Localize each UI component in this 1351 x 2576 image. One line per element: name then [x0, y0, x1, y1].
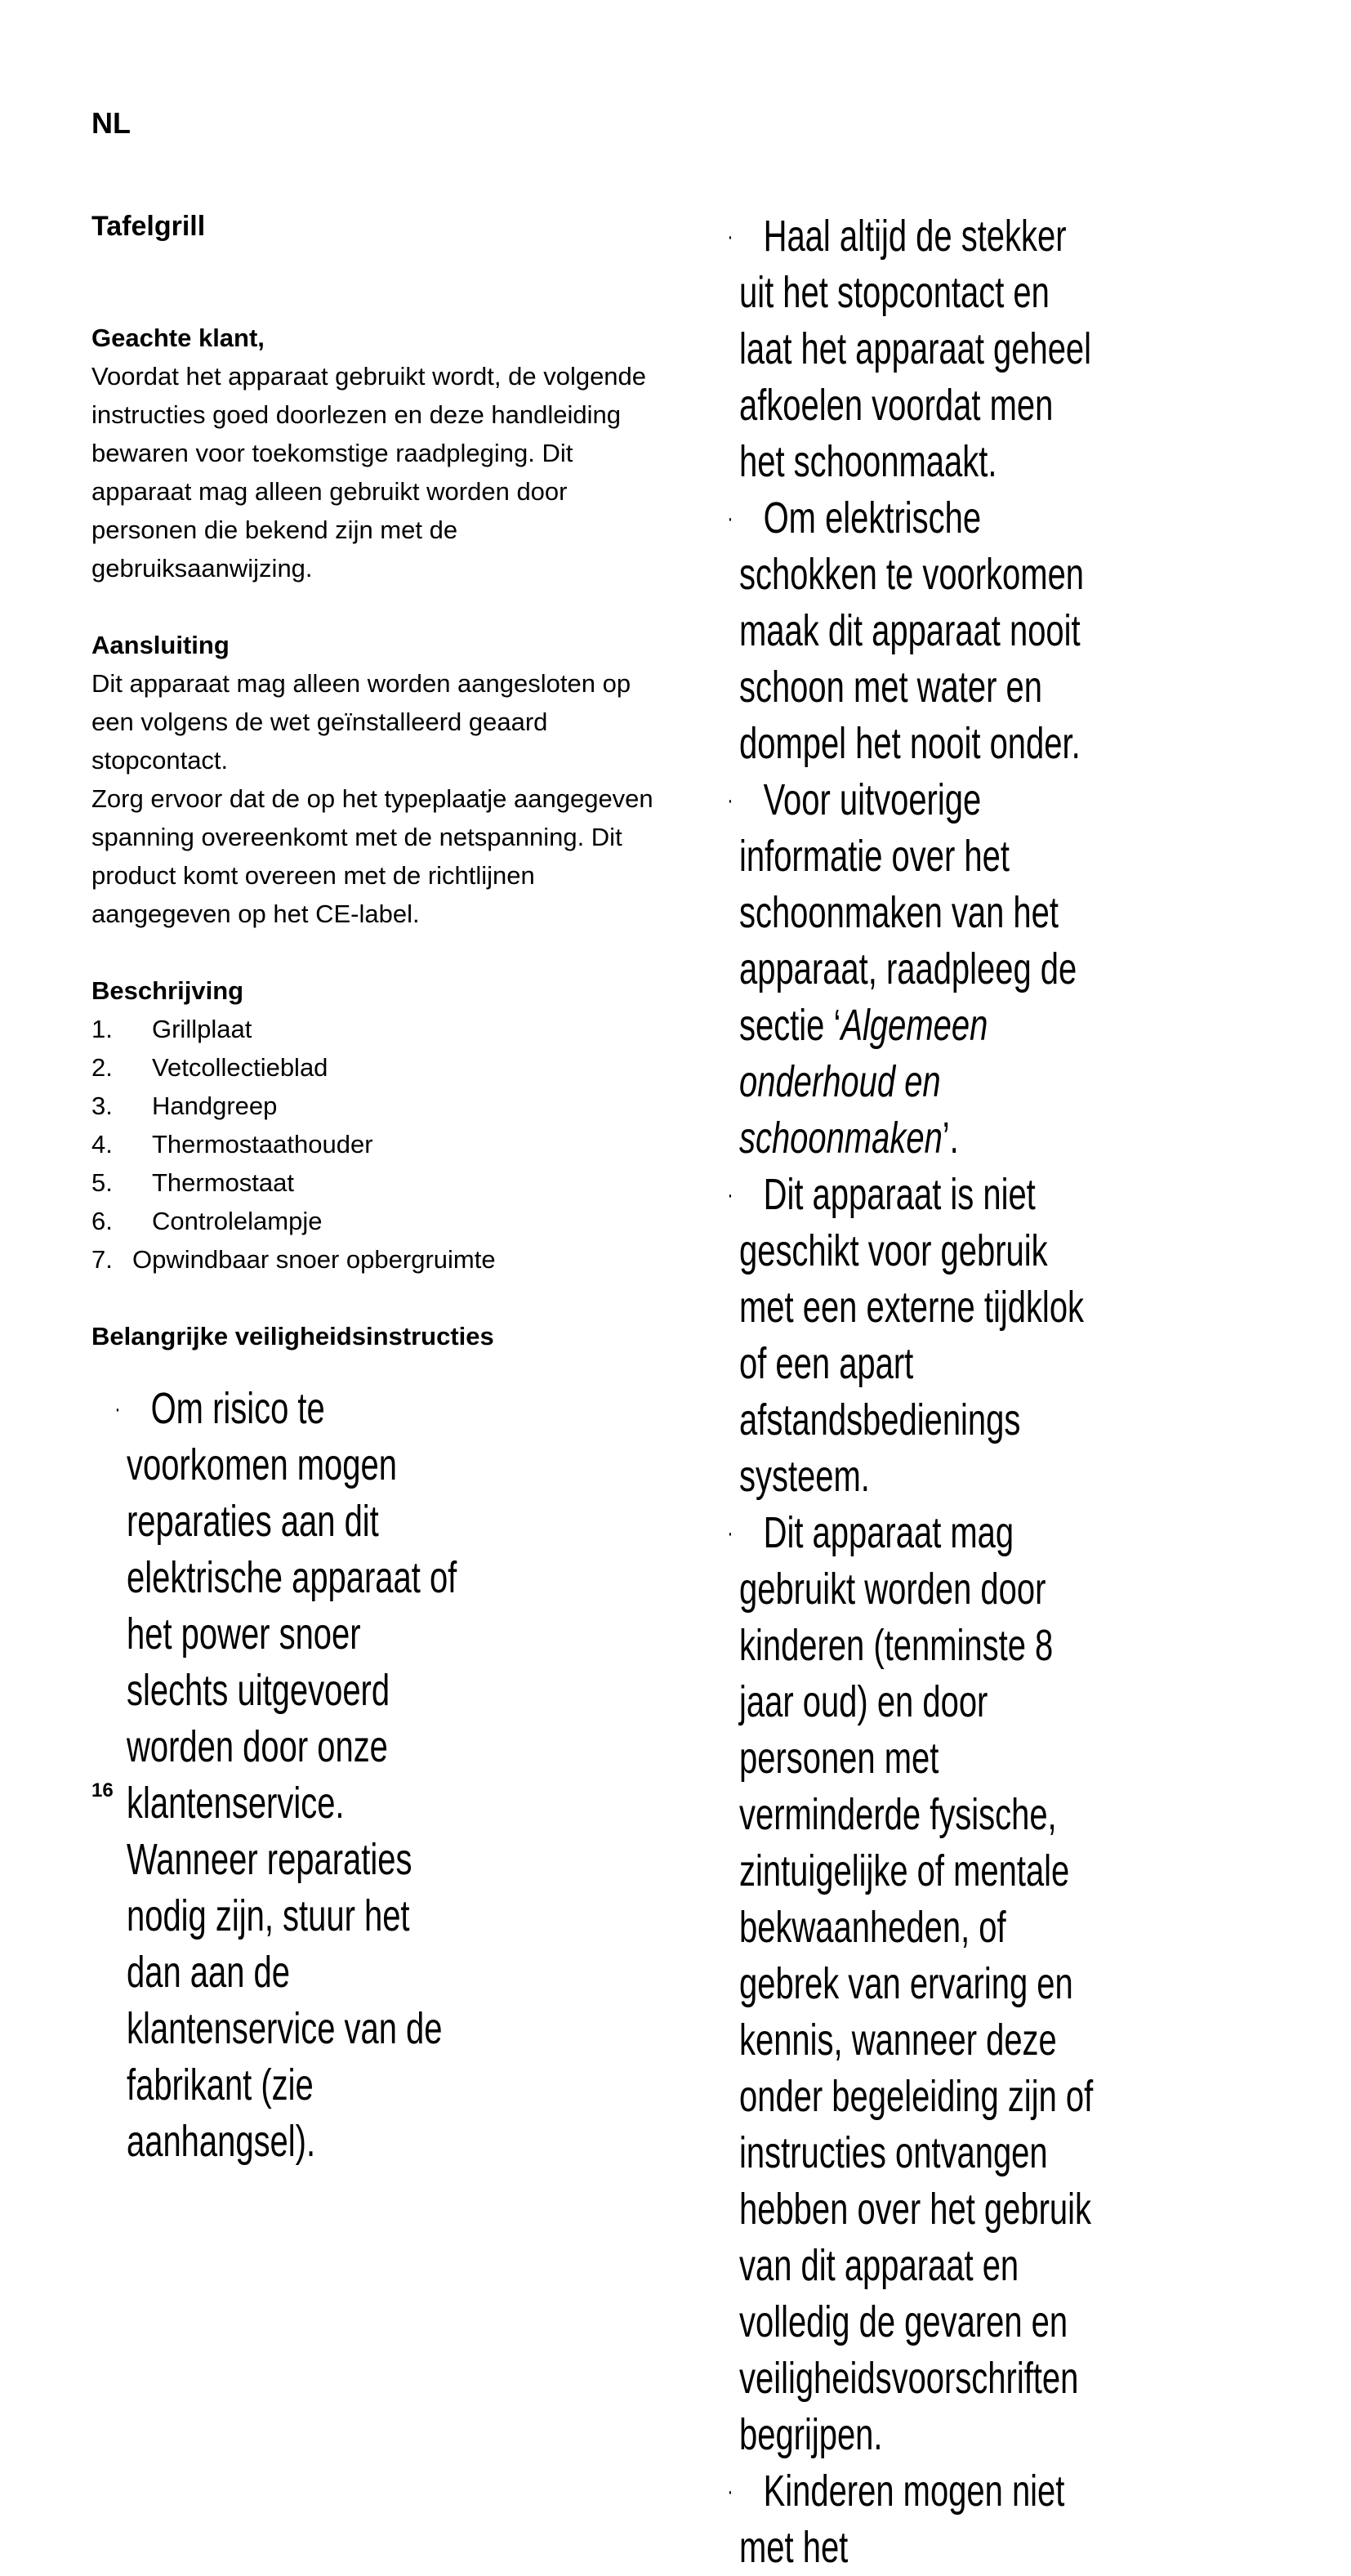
list-item: 1. Grillplaat	[91, 1015, 252, 1043]
safety-heading: Belangrijke veiligheidsinstructies	[91, 1322, 494, 1351]
connection-heading: Aansluiting	[91, 631, 230, 659]
greeting-heading: Geachte klant,	[91, 324, 265, 352]
list-item: · Om elektrische schokken te voorkomen maak dit apparaat nooit schoon met water en dompel het nooit onder.	[739, 490, 1096, 772]
list-item: · Haal altijd de stekker uit het stopcontact en laat het apparaat geheel afkoelen voordat men het schoonmaakt.	[739, 208, 1096, 490]
list-item: 4. Thermostaathouder	[91, 1130, 373, 1159]
bullet-icon: ·	[727, 787, 733, 814]
list-item: 6. Controlelampje	[91, 1207, 323, 1235]
description-heading: Beschrijving	[91, 976, 244, 1005]
bullet-icon: ·	[727, 505, 733, 532]
language-code: NL	[91, 106, 131, 140]
page-title: Tafelgrill	[91, 211, 206, 242]
list-item: · Om risico te voorkomen mogen reparaties aan dit elektrische apparaat of het power snoer slechts uitgevoerd worden door onze klantenservice. Wanneer reparaties nodig zijn, stuur het dan aan de klantenservice van de fabrikant (zie aanhangsel).	[127, 1381, 465, 2170]
connection-text-2: Zorg ervoor dat de op het typeplaatje aangegeven spanning overeenkomt met de netspanning. Dit product komt overeen met de richtlijnen aangegeven op het CE-label.	[91, 784, 653, 928]
bullet-icon: ·	[727, 223, 733, 250]
safety-list-left	[114, 1381, 584, 2170]
section-reference: Algemeen onderhoud en schoonmaken	[739, 1001, 988, 1163]
list-item: 3. Handgreep	[91, 1092, 278, 1120]
list-item: · Dit apparaat mag gebruikt worden door kinderen (tenminste 8 jaar oud) en door personen met verminderde fysische, zintuigelijke of mentale bekwaanheden, of gebrek van ervaring en kennis, wanneer deze onder begeleiding zijn of instructies ontvangen hebben over het gebruik van dit apparaat en volledig de gevaren en veiligheidsvoorschriften begrijpen.	[739, 1505, 1096, 2463]
bullet-icon: ·	[114, 1395, 121, 1422]
page-number: 16	[91, 1779, 114, 1801]
bullet-icon: ·	[727, 1520, 733, 1547]
description-list	[91, 1010, 680, 1279]
list-item: 2. Vetcollectieblad	[91, 1053, 328, 1082]
list-item: · Dit apparaat is niet geschikt voor gebruik met een externe tijdklok of een apart afstandsbedienings systeem.	[739, 1167, 1096, 1505]
list-item: 5. Thermostaat	[91, 1168, 295, 1197]
list-item: · Kinderen mogen niet met het	[739, 2463, 1096, 2576]
connection-text-1: Dit apparaat mag alleen worden aangesloten op een volgens de wet geïnstalleerd geaard stopcontact.	[91, 669, 631, 775]
list-item: · Voor uitvoerige informatie over het schoonmaken van het apparaat, raadpleeg de sectie ‘Algemeen onderhoud en schoonmaken’.	[739, 772, 1096, 1167]
bullet-icon: ·	[727, 2478, 733, 2505]
list-item: 7. Opwindbaar snoer opbergruimte	[91, 1245, 496, 1274]
bullet-icon: ·	[727, 1181, 733, 1208]
safety-list-right	[727, 208, 1221, 2576]
left-column	[91, 319, 680, 1355]
greeting-text: Voordat het apparaat gebruikt wordt, de volgende instructies goed doorlezen en deze handleiding bewaren voor toekomstige raadpleging. Dit apparaat mag alleen gebruikt worden door personen die bekend zijn met de gebruiksaanwijzing.	[91, 362, 647, 583]
